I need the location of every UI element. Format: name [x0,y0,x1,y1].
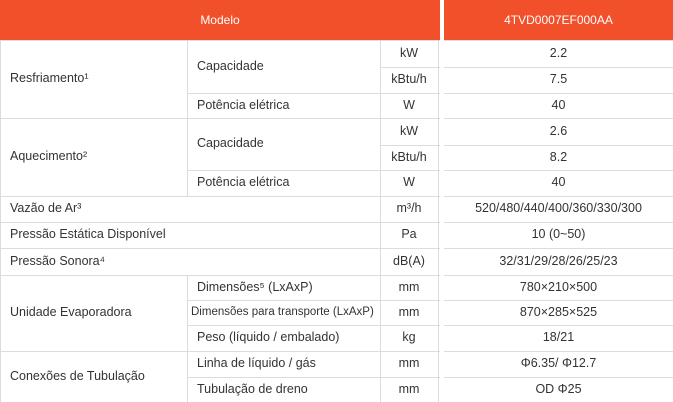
aquecimento-kbtu-unit: kBtu/h [391,149,427,164]
evaporadora-peso-label: Peso (líquido / embalado) [197,330,340,345]
evaporadora-dim-unit: mm [398,279,420,294]
pressao-estatica-unit: Pa [401,227,417,242]
pressao-estatica-value: 10 (0~50) [531,227,586,242]
resfriamento-kbtu-unit: kBtu/h [391,72,427,87]
evaporadora-dim-value: 780×210×500 [519,279,598,294]
evaporadora-peso-unit: kg [402,330,416,345]
conexoes-dreno-unit: mm [398,381,420,396]
aquecimento-potencia-value: 40 [551,175,566,190]
evaporadora-peso-value: 18/21 [542,330,575,345]
pressao-estatica-label: Pressão Estática Disponível [10,227,166,242]
resfriamento-capacidade-label: Capacidade [197,58,264,73]
pressao-sonora-value: 32/31/29/28/26/25/23 [499,253,618,268]
header-model: 4TVD0007EF000AA [504,13,613,27]
conexoes-linha-value: Φ6.35/ Φ12.7 [520,356,597,371]
aquecimento-potencia-unit: W [403,175,415,190]
pressao-sonora-unit: dB(A) [393,253,425,268]
evaporadora-dimt-value: 870×285×525 [519,304,598,319]
vazao-unit: m³/h [396,201,422,216]
grid-line [438,40,439,402]
resfriamento-label: Resfriamento¹ [10,71,89,86]
conexoes-dreno-label: Tubulação de dreno [197,381,308,396]
conexoes-linha-label: Linha de líquido / gás [197,356,316,371]
conexoes-label: Conexões de Tubulação [10,368,145,383]
pressao-sonora-label: Pressão Sonora⁴ [10,253,106,268]
aquecimento-kw-value: 2.6 [549,123,568,138]
header-model-cell [444,0,673,40]
conexoes-linha-unit: mm [398,356,420,371]
vazao-label: Vazão de Ar³ [10,201,82,216]
conexoes-dreno-value: OD Φ25 [535,381,582,396]
resfriamento-potencia-value: 40 [551,97,566,112]
column-gutter [440,40,444,402]
resfriamento-kw-value: 2.2 [549,45,568,60]
evaporadora-label: Unidade Evaporadora [10,305,132,320]
aquecimento-kw-unit: kW [399,123,419,138]
header-label-cell [0,0,440,40]
resfriamento-kw-unit: kW [399,45,419,60]
evaporadora-dimt-unit: mm [398,304,420,319]
evaporadora-dimt-label: Dimensões para transporte (LxAxP) [191,306,374,319]
aquecimento-kbtu-value: 8.2 [549,149,568,164]
aquecimento-potencia-label: Potência elétrica [197,175,290,190]
resfriamento-potencia-label: Potência elétrica [197,97,290,112]
aquecimento-label: Aquecimento² [10,149,88,164]
aquecimento-capacidade-label: Capacidade [197,136,264,151]
vazao-value: 520/480/440/400/360/330/300 [475,201,642,216]
evaporadora-dim-label: Dimensões⁵ (LxAxP) [197,279,313,294]
header-label: Modelo [200,13,240,27]
resfriamento-kbtu-value: 7.5 [549,72,568,87]
resfriamento-potencia-unit: W [403,97,415,112]
